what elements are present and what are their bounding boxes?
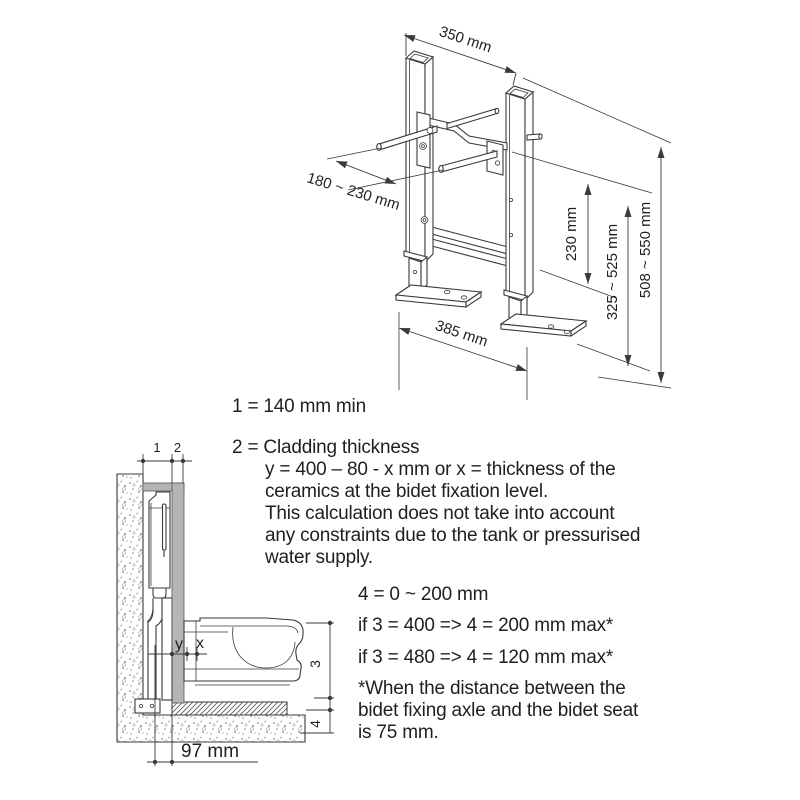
label-depth-97: 97 mm	[181, 741, 240, 762]
note-line-5: This calculation does not take into account	[265, 503, 615, 524]
note-line-13: is 75 mm.	[358, 722, 439, 743]
label-1: 1	[153, 440, 161, 455]
note-line-4: ceramics at the bidet fixation level.	[265, 481, 549, 502]
frame-dimensions	[305, 23, 671, 400]
label-4: 4	[307, 720, 323, 728]
label-2: 2	[173, 440, 182, 455]
frame-lower-bar	[162, 598, 172, 700]
note-line-9: if 3 = 400 => 4 = 200 mm max*	[358, 615, 614, 636]
dim-label-base-width: 385 mm	[433, 317, 490, 351]
cladding-panel	[172, 483, 184, 703]
dim-label-adjust-height: 325 ~ 525 mm	[604, 223, 621, 321]
fixing-rods	[377, 126, 497, 172]
frame-isometric-drawing	[377, 51, 586, 336]
right-post	[506, 93, 525, 300]
dim-label-bolt-spacing: 180 ~ 230 mm	[304, 169, 402, 214]
label-x: x	[196, 635, 204, 652]
note-line-8: 4 = 0 ~ 200 mm	[358, 584, 489, 605]
note-line-11: *When the distance between the	[358, 678, 626, 699]
dim-label-frame-height: 508 ~ 550 mm	[637, 201, 654, 299]
dim-label-top-width: 350 mm	[437, 23, 494, 57]
note-line-2: 2 = Cladding thickness	[232, 437, 420, 458]
note-line-6: any constraints due to the tank or pressurised	[265, 525, 641, 546]
note-line-10: if 3 = 480 => 4 = 120 mm max*	[358, 647, 614, 668]
label-y: y	[175, 636, 183, 653]
note-line-3: y = 400 – 80 - x mm or x = thickness of the	[265, 459, 616, 480]
dim-label-rail-height: 230 mm	[563, 206, 580, 262]
note-line-7: water supply.	[265, 547, 373, 568]
label-3: 3	[307, 660, 323, 668]
note-line-12: bidet fixing axle and the bidet seat	[358, 700, 639, 721]
floor-screed	[172, 702, 287, 715]
note-line-1: 1 = 140 mm min	[232, 396, 366, 417]
frame-floor-foot	[135, 699, 160, 713]
